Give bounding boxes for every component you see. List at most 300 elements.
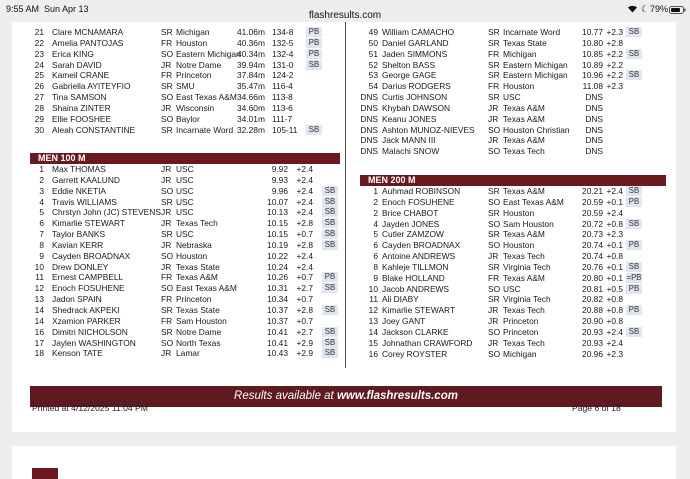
result-row [360,219,666,230]
school: Houston [503,240,535,251]
mark: 9.92 [271,164,288,174]
athlete-name: Kavian KERR [52,239,104,250]
place: 23 [34,48,44,59]
class-year: SO [161,113,174,124]
place: 6 [373,240,378,251]
mark: 37.84m [237,70,265,81]
mark: 20.59 [582,196,603,207]
wind: +2.3 [606,229,623,240]
class-year: SO [161,283,174,294]
school: Michigan [503,48,537,59]
imperial-mark: 132-4 [272,48,294,59]
athlete-name: Ellie FOOSHEE [52,113,112,124]
place: 17 [34,337,44,348]
mark: 40.36m [237,37,265,48]
result-row [30,38,340,49]
wind: +0.1 [606,240,623,251]
athlete-name: Dimitri NICHOLSON [52,326,128,337]
battery-icon [669,6,686,16]
result-row [30,49,340,60]
result-row [30,262,340,273]
mark: 10.37 [267,315,288,326]
result-row [360,251,666,262]
mark: 9.93 [271,174,288,185]
result-row [360,305,666,316]
place: 14 [34,304,44,315]
school: Texas A&M [503,113,545,124]
result-row [30,251,340,262]
school: Texas A&M [176,272,218,283]
record-badge: PB [306,38,322,48]
athlete-name: Brice CHABOT [382,207,439,218]
school: Princeton [176,70,212,81]
wind: +2.3 [606,27,623,37]
school: Texas A&M [503,272,545,283]
class-year: SR [161,124,173,135]
result-row [30,175,340,186]
record-badge: PB [322,272,338,282]
result-row [30,305,340,316]
mark: 34.60m [237,102,265,113]
place: 3 [39,185,44,196]
school: Princeton [176,294,212,305]
wind: +0.8 [606,305,623,316]
imperial-mark: 113-8 [272,92,293,103]
mark: 32.28m [237,124,265,135]
record-badge: SB [626,70,642,80]
record-badge: SB [322,229,338,239]
record-badge: SB [626,27,642,37]
place: 2 [373,196,378,207]
result-row [30,207,340,218]
mark: 20.93 [582,337,603,348]
banner-link[interactable]: www.flashresults.com [336,390,458,402]
athlete-name: Joey GANT [382,316,426,327]
class-year: FR [161,70,173,81]
class-year: SO [161,92,174,103]
school: East Texas A&M [176,92,237,103]
results-page[interactable] [12,22,676,432]
result-row [30,294,340,305]
mark: 11.08 [582,81,603,92]
athlete-name: Cayden BROADNAX [52,250,131,261]
school: Texas Tech [176,218,218,229]
mark: 20.88 [582,305,603,316]
mark: 41.06m [237,27,265,37]
place: DNS [360,135,378,146]
record-badge: SB [322,327,338,337]
result-row [360,49,666,60]
school: Notre Dame [176,326,222,337]
school: Texas A&M [503,229,545,240]
status-date: Sun Apr 13 [44,4,89,14]
athlete-name: Max THOMAS [52,164,106,174]
record-badge: PB [626,197,642,207]
class-year: SR [488,27,500,37]
result-row [360,103,666,114]
result-row [30,272,340,283]
place: 10 [34,261,44,272]
wind: +0.7 [296,315,313,326]
class-year: FR [488,48,500,59]
mark: 10.15 [267,229,288,240]
mark: 10.26 [267,272,288,283]
wind: +2.9 [296,348,313,359]
record-badge: SB [322,283,338,293]
athlete-name: Keanu JONES [382,113,437,124]
result-row [360,284,666,295]
class-year: FR [161,37,173,48]
athlete-name: Aleah CONSTANTINE [52,124,136,135]
school: Michigan [176,27,210,37]
right-column [360,22,666,360]
athlete-name: Travis WILLIAMS [52,196,117,207]
place: 12 [368,305,378,316]
athlete-name: Cutler ZAMZOW [382,229,444,240]
place: 21 [34,27,44,37]
class-year: SR [161,326,173,337]
wind: +2.4 [296,185,313,196]
class-year: SR [488,229,500,240]
mark: 34.01m [237,113,265,124]
result-row [360,186,666,197]
wind: +0.7 [296,272,313,283]
place: 51 [368,48,378,59]
mark: 20.59 [582,207,603,218]
imperial-mark: 113-6 [272,102,293,113]
result-row [30,164,340,175]
result-row [30,27,340,38]
school: Texas Tech [503,305,545,316]
class-year: JR [488,113,499,124]
school: Sam Houston [176,315,227,326]
wind: +2.2 [606,48,623,59]
class-year: FR [488,272,500,283]
result-row [360,338,666,349]
school: USC [503,92,521,103]
class-year: SO [488,196,501,207]
class-year: SR [161,304,173,315]
place: 7 [39,229,44,240]
wind: +0.7 [296,294,313,305]
place: 15 [368,337,378,348]
school: Houston Christian [503,124,570,135]
school: Eastern Michigan [176,48,241,59]
class-year: SO [488,146,501,157]
school: Texas A&M [503,135,545,146]
school: Baylor [176,113,200,124]
banner-text: Results available at [234,390,337,402]
school: Texas State [176,304,220,315]
athlete-name: Jackson CLARKE [382,326,449,337]
place: 49 [368,27,378,37]
athlete-name: Enoch FOSUHENE [52,283,125,294]
mark: 20.90 [582,316,603,327]
place: 6 [39,218,44,229]
record-badge: SB [322,305,338,315]
record-badge: =PB [626,272,642,282]
school: USC [176,196,194,207]
status-time: 9:55 AM [6,4,40,14]
class-year: FR [488,81,500,92]
athlete-name: Jack MANN III [382,135,436,146]
athlete-name: Malachi SNOW [382,146,440,157]
place: 16 [368,348,378,359]
school: Princeton [503,316,539,327]
result-row [30,60,340,71]
place: 26 [34,81,44,92]
athlete-name: Jayden JONES [382,218,440,229]
place: 9 [373,272,378,283]
women-discus-continuation [30,22,340,139]
record-badge: PB [626,240,642,250]
place: 14 [368,326,378,337]
url-bar[interactable]: flashresults.com [308,10,382,21]
class-year: SO [161,185,174,196]
athlete-name: Curtis JOHNSON [382,92,448,103]
class-year: SR [488,186,500,196]
school: USC [176,185,194,196]
school: East Texas A&M [503,196,564,207]
mark: DNS [585,124,603,135]
athlete-name: Chrstyn John (JC) STEVENS [52,207,161,218]
class-year: JR [161,239,172,250]
school: Sam Houston [503,218,554,229]
result-row [30,218,340,229]
imperial-mark: 105-11 [272,124,298,135]
wind: +0.8 [606,218,623,229]
mark: DNS [585,92,603,103]
result-row [30,125,340,136]
place: 5 [373,229,378,240]
place: 11 [369,294,378,305]
mark: 9.96 [271,185,288,196]
record-badge: SB [322,348,338,358]
event-header-men-200m: MEN 200 M [360,175,666,186]
event-header-men-100m: MEN 100 M [30,153,340,164]
record-badge: SB [322,240,338,250]
place: 1 [373,186,378,196]
school: Houston [176,250,208,261]
athlete-name: Kameil CRANE [52,70,110,81]
imperial-mark: 134-8 [272,27,294,37]
result-row [360,92,666,103]
result-row [30,348,340,359]
mark: 10.80 [582,37,603,48]
class-year: SO [488,240,501,251]
athlete-name: Taylor BANKS [52,229,106,240]
result-row [30,103,340,114]
class-year: SR [161,27,173,37]
school: USC [176,174,194,185]
result-row [30,229,340,240]
result-row [30,114,340,125]
place: DNS [360,146,378,157]
mark: 20.76 [582,261,603,272]
place: 10 [368,283,378,294]
place: 1 [39,164,44,174]
imperial-mark: 124-2 [272,70,294,81]
result-row [360,273,666,284]
wind: +0.8 [606,294,623,305]
athlete-name: Jacob ANDREWS [382,283,450,294]
wind: +2.3 [606,81,623,92]
mark: 10.41 [267,326,288,337]
result-row [360,146,666,157]
wind: +2.8 [296,218,313,229]
mark: 10.43 [267,348,288,359]
athlete-name: Ernest CAMPBELL [52,272,124,283]
athlete-name: Jadon SPAIN [52,294,102,305]
school: Virginia Tech [503,261,551,272]
athlete-name: Shaina ZINTER [52,102,111,113]
result-row [30,186,340,197]
place: 54 [368,81,378,92]
wind: +2.4 [296,250,313,261]
result-row [360,240,666,251]
athlete-name: Ashton MUNOZ-NIEVES [382,124,475,135]
class-year: SR [488,37,500,48]
class-year: SR [161,81,173,92]
wind: +0.1 [606,196,623,207]
result-row [30,283,340,294]
record-badge: SB [322,218,338,228]
place: 13 [34,294,44,305]
place: DNS [360,102,378,113]
mark: 10.22 [267,250,288,261]
wind: +2.2 [606,59,623,70]
class-year: JR [161,164,172,174]
school: Texas Tech [503,251,545,262]
mark: 10.89 [582,59,603,70]
athlete-name: Kahleje TILLMON [382,261,449,272]
mark: 20.93 [582,326,603,337]
mark: DNS [585,102,603,113]
result-row [360,316,666,327]
wind: +2.4 [296,164,313,174]
athlete-name: Kimarlie STEWART [52,218,126,229]
athlete-name: Gabriella AYITEYFIO [52,81,131,92]
wind: +2.4 [606,326,623,337]
class-year: SR [488,92,500,103]
mark: 40.34m [237,48,265,59]
athlete-name: Blake HOLLAND [382,272,445,283]
athlete-name: Tina SAMSON [52,92,107,103]
wind: +2.8 [296,239,313,250]
athlete-name: Amelia PANTOJAS [52,37,124,48]
wind: +0.8 [606,316,623,327]
athlete-name: Khybah DAWSON [382,102,451,113]
athlete-name: Xzamion PARKER [52,315,121,326]
class-year: FR [161,315,173,326]
result-row [360,81,666,92]
place: 18 [34,348,44,359]
athlete-name: Jaylen WASHINGTON [52,337,136,348]
place: 8 [39,239,44,250]
mark: 20.74 [582,240,603,251]
record-badge: PB [306,49,322,59]
school: Houston [503,207,535,218]
class-year: SO [488,348,501,359]
athlete-name: Darius RODGERS [382,81,451,92]
mark: 20.80 [582,272,603,283]
place: 29 [34,113,44,124]
school: USC [503,283,521,294]
class-year: SO [488,326,501,337]
class-year: FR [161,272,173,283]
school: Lamar [176,348,200,359]
school: Incarnate Word [176,124,234,135]
school: Texas Tech [503,146,545,157]
class-year: JR [161,261,172,272]
place: DNS [360,92,378,103]
wind: +2.3 [606,348,623,359]
imperial-mark: 111-7 [272,113,293,124]
place: 13 [368,316,378,327]
athlete-name: Kenson TATE [52,348,103,359]
athlete-name: Erica KING [52,48,94,59]
result-row [360,294,666,305]
school: East Texas A&M [176,283,237,294]
class-year: SR [161,229,173,240]
wind: +0.5 [606,283,623,294]
class-year: SR [161,196,173,207]
place: DNS [360,124,378,135]
school: Wisconsin [176,102,215,113]
wind: +2.4 [606,337,623,348]
class-year: SR [488,294,500,305]
mark: 20.21 [582,186,603,196]
mark: DNS [585,135,603,146]
wind: +2.4 [606,207,623,218]
athlete-name: Drew DONLEY [52,261,109,272]
printed-timestamp: Printed at 4/12/2025 11:04 PM [32,403,148,413]
wind: +0.8 [606,251,623,262]
school: Virginia Tech [503,294,551,305]
mark: 10.41 [267,337,288,348]
athlete-name: Ali DIABY [382,294,419,305]
class-year: SO [488,218,501,229]
athlete-name: Shelton BASS [382,59,436,70]
school: USC [176,229,194,240]
result-row [360,262,666,273]
result-row [360,38,666,49]
mark: 10.96 [582,70,603,81]
moon-icon: ☾ [641,4,650,14]
mark: 10.24 [267,261,288,272]
record-badge: SB [306,125,322,135]
class-year: JR [488,337,499,348]
place: 6 [373,251,378,262]
athlete-name: William CAMACHO [382,27,455,37]
mark: 20.73 [582,229,603,240]
mark: 20.72 [582,218,603,229]
record-badge: SB [626,327,642,337]
school: Texas State [503,37,547,48]
result-row [360,197,666,208]
place: 4 [373,218,378,229]
left-column [30,22,340,359]
school: USC [176,207,194,218]
next-page-preview[interactable] [12,446,676,479]
mark: 10.15 [267,218,288,229]
result-row [360,114,666,125]
result-row [360,70,666,81]
athlete-name: Cayden BROADNAX [382,240,461,251]
school: Incarnate Word [503,27,561,37]
athlete-name: Shedrack AKPEKI [52,304,120,315]
record-badge: SB [322,186,338,196]
